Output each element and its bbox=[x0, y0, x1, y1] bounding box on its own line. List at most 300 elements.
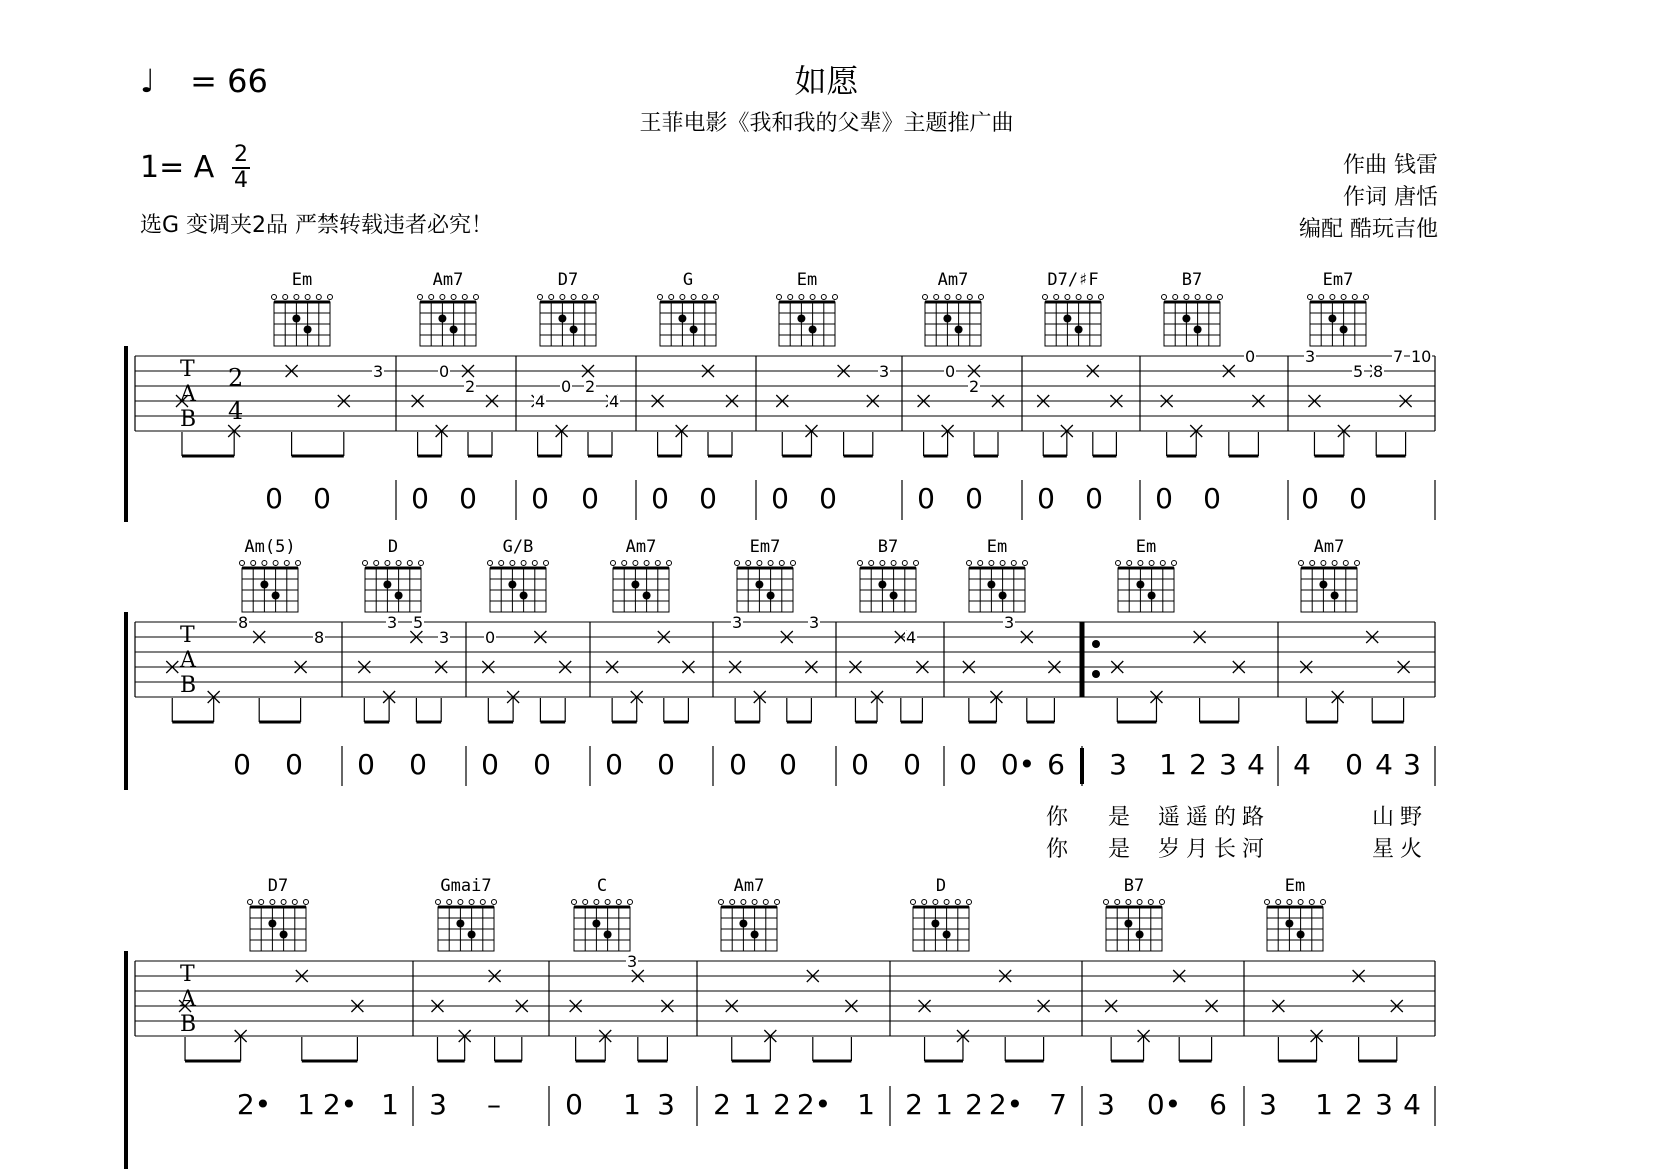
time-signature-top: 2 bbox=[234, 142, 248, 167]
chord-finger-dot bbox=[1063, 315, 1071, 323]
chord-open-string-mark bbox=[240, 561, 245, 566]
chord-open-string-mark bbox=[1364, 295, 1369, 300]
chord-open-string-mark bbox=[923, 295, 928, 300]
chord-open-string-mark bbox=[1160, 561, 1165, 566]
chord-finger-dot bbox=[268, 920, 276, 928]
chord-open-string-mark bbox=[385, 561, 390, 566]
chord-finger-dot bbox=[797, 315, 805, 323]
tab-letter: A bbox=[180, 987, 196, 1012]
chord-open-string-mark bbox=[799, 295, 804, 300]
chord-open-string-mark bbox=[262, 561, 267, 566]
jianpu-note: 3 bbox=[1259, 1088, 1277, 1121]
repeat-dot bbox=[1092, 640, 1100, 648]
jianpu-note: 0 bbox=[903, 748, 921, 781]
fret-number: 3 bbox=[373, 362, 384, 381]
chord-open-string-mark bbox=[914, 561, 919, 566]
composer-credit: 作曲 钱雷 bbox=[1343, 153, 1438, 178]
chord-open-string-mark bbox=[669, 295, 674, 300]
chord-finger-dot bbox=[1136, 931, 1144, 939]
lyric-text: 你 bbox=[1046, 805, 1075, 830]
chord-finger-dot bbox=[955, 326, 963, 334]
chord-open-string-mark bbox=[735, 561, 740, 566]
jianpu-note: 2 bbox=[773, 1088, 791, 1121]
chord-name: Am7 bbox=[937, 270, 969, 290]
jianpu-note: 1 bbox=[743, 1088, 761, 1121]
chord-open-string-mark bbox=[304, 900, 309, 905]
chord-open-string-mark bbox=[429, 295, 434, 300]
jianpu-note: 0 bbox=[959, 748, 977, 781]
chord-finger-dot bbox=[643, 592, 651, 600]
chord-open-string-mark bbox=[605, 900, 610, 905]
chord-open-string-mark bbox=[544, 561, 549, 566]
jianpu-note: 0 bbox=[565, 1088, 583, 1121]
tab-letter: A bbox=[180, 648, 196, 673]
chord-open-string-mark bbox=[594, 900, 599, 905]
chord-open-string-mark bbox=[1054, 295, 1059, 300]
chord-name: Em bbox=[796, 270, 818, 290]
tab-letter: T bbox=[180, 623, 195, 648]
chord-finger-dot bbox=[592, 920, 600, 928]
jianpu-note: – bbox=[487, 1088, 501, 1121]
jianpu-note: 0 bbox=[1301, 482, 1319, 515]
chord-finger-dot bbox=[890, 592, 898, 600]
chord-finger-dot bbox=[943, 315, 951, 323]
chord-finger-dot bbox=[1328, 315, 1336, 323]
chord-finger-dot bbox=[1340, 326, 1348, 334]
chord-open-string-mark bbox=[1160, 900, 1165, 905]
chord-finger-dot bbox=[395, 592, 403, 600]
chord-open-string-mark bbox=[1321, 561, 1326, 566]
jianpu-note: 0 bbox=[533, 748, 551, 781]
jianpu-note: 0 bbox=[265, 482, 283, 515]
chord-open-string-mark bbox=[1343, 561, 1348, 566]
chord-open-string-mark bbox=[616, 900, 621, 905]
chord-open-string-mark bbox=[775, 900, 780, 905]
chord-finger-dot bbox=[1148, 592, 1156, 600]
jianpu-note: 0 bbox=[651, 482, 669, 515]
jianpu-note: 0 bbox=[819, 482, 837, 515]
jianpu-note: 1 bbox=[1159, 748, 1177, 781]
fret-number: 3 bbox=[1305, 347, 1316, 366]
chord-open-string-mark bbox=[1321, 900, 1326, 905]
chord-open-string-mark bbox=[571, 295, 576, 300]
jianpu-note: 0 bbox=[581, 482, 599, 515]
chord-name: Em bbox=[1284, 876, 1306, 896]
lyricist-credit: 作词 唐恬 bbox=[1343, 185, 1438, 210]
chord-open-string-mark bbox=[644, 561, 649, 566]
chord-open-string-mark bbox=[488, 561, 493, 566]
chord-finger-dot bbox=[1194, 326, 1202, 334]
fret-number: 0 bbox=[439, 362, 450, 381]
chord-open-string-mark bbox=[911, 900, 916, 905]
chord-open-string-mark bbox=[316, 295, 321, 300]
chord-open-string-mark bbox=[1276, 900, 1281, 905]
chord-open-string-mark bbox=[768, 561, 773, 566]
chord-name: Am(5) bbox=[244, 537, 296, 557]
jianpu-note: 2• bbox=[796, 1088, 832, 1121]
chord-open-string-mark bbox=[582, 295, 587, 300]
jianpu-note: 3 bbox=[1109, 748, 1127, 781]
jianpu-note: 0 bbox=[409, 748, 427, 781]
chord-open-string-mark bbox=[1172, 561, 1177, 566]
chord-name: Em bbox=[1135, 537, 1157, 557]
chord-open-string-mark bbox=[978, 561, 983, 566]
chord-name: Em bbox=[986, 537, 1008, 557]
fret-number: 7 bbox=[1393, 347, 1404, 366]
lyric-text: 星火 bbox=[1372, 837, 1429, 862]
lyric-text: 你 bbox=[1046, 837, 1075, 862]
chord-open-string-mark bbox=[1319, 295, 1324, 300]
repeat-dot bbox=[1092, 670, 1100, 678]
chord-finger-dot bbox=[1182, 315, 1190, 323]
chord-finger-dot bbox=[304, 326, 312, 334]
chord-open-string-mark bbox=[474, 295, 479, 300]
jianpu-note: 0 bbox=[1085, 482, 1103, 515]
chord-name: B7 bbox=[1181, 270, 1203, 290]
chord-name: D bbox=[387, 537, 399, 557]
chord-open-string-mark bbox=[730, 900, 735, 905]
fret-number: 4 bbox=[609, 392, 620, 411]
jianpu-note: 7 bbox=[1049, 1088, 1067, 1121]
song-title: 如愿 bbox=[794, 62, 859, 100]
chord-open-string-mark bbox=[967, 900, 972, 905]
chord-name: Am7 bbox=[432, 270, 464, 290]
chord-open-string-mark bbox=[1330, 295, 1335, 300]
key-signature: 1= A bbox=[140, 150, 215, 185]
jianpu-note: 0 bbox=[233, 748, 251, 781]
chord-open-string-mark bbox=[583, 900, 588, 905]
chord-finger-dot bbox=[450, 326, 458, 334]
fret-number: 3 bbox=[1004, 613, 1015, 632]
chord-name: D bbox=[935, 876, 947, 896]
chord-finger-dot bbox=[468, 931, 476, 939]
chord-open-string-mark bbox=[532, 561, 537, 566]
chord-open-string-mark bbox=[1352, 295, 1357, 300]
chord-name: Em7 bbox=[1322, 270, 1354, 290]
jianpu-note: 3 bbox=[1097, 1088, 1115, 1121]
chord-finger-dot bbox=[1124, 920, 1132, 928]
chord-open-string-mark bbox=[363, 561, 368, 566]
chord-name: D7 bbox=[557, 270, 579, 290]
chord-open-string-mark bbox=[779, 561, 784, 566]
chord-open-string-mark bbox=[328, 295, 333, 300]
chord-open-string-mark bbox=[1065, 295, 1070, 300]
chord-open-string-mark bbox=[719, 900, 724, 905]
jianpu-note: 3 bbox=[1375, 1088, 1393, 1121]
chord-open-string-mark bbox=[1341, 295, 1346, 300]
chord-open-string-mark bbox=[741, 900, 746, 905]
chord-open-string-mark bbox=[788, 295, 793, 300]
jianpu-note: 0• bbox=[1146, 1088, 1182, 1121]
jianpu-note: 1 bbox=[297, 1088, 315, 1121]
chord-open-string-mark bbox=[833, 295, 838, 300]
chord-open-string-mark bbox=[305, 295, 310, 300]
chord-finger-dot bbox=[931, 920, 939, 928]
fret-number: 4 bbox=[906, 628, 917, 647]
chord-finger-dot bbox=[438, 315, 446, 323]
fret-number: 4 bbox=[535, 392, 546, 411]
chord-name: Am7 bbox=[625, 537, 657, 557]
chord-open-string-mark bbox=[510, 561, 515, 566]
fret-number: 3 bbox=[387, 613, 398, 632]
jianpu-note: 0 bbox=[605, 748, 623, 781]
chord-open-string-mark bbox=[1023, 561, 1028, 566]
song-subtitle: 王菲电影《我和我的父辈》主题推广曲 bbox=[639, 111, 1014, 136]
chord-finger-dot bbox=[678, 315, 686, 323]
chord-name: Am7 bbox=[733, 876, 765, 896]
chord-open-string-mark bbox=[462, 295, 467, 300]
chord-name: G bbox=[682, 270, 694, 290]
jianpu-note: 0 bbox=[1349, 482, 1367, 515]
chord-open-string-mark bbox=[1127, 561, 1132, 566]
jianpu-note: 2• bbox=[236, 1088, 272, 1121]
jianpu-note: 4 bbox=[1247, 748, 1265, 781]
jianpu-note: 2 bbox=[1345, 1088, 1363, 1121]
fret-number: 8 bbox=[1373, 362, 1384, 381]
chord-open-string-mark bbox=[611, 561, 616, 566]
chord-open-string-mark bbox=[1137, 900, 1142, 905]
quarter-note-icon: ♩ bbox=[140, 62, 156, 100]
chord-open-string-mark bbox=[272, 295, 277, 300]
chord-open-string-mark bbox=[270, 900, 275, 905]
chord-open-string-mark bbox=[418, 295, 423, 300]
chord-open-string-mark bbox=[521, 561, 526, 566]
chord-open-string-mark bbox=[1206, 295, 1211, 300]
jianpu-note: 3 bbox=[1403, 748, 1421, 781]
chord-open-string-mark bbox=[259, 900, 264, 905]
chord-name: D7/♯F bbox=[1047, 270, 1099, 290]
chord-open-string-mark bbox=[451, 295, 456, 300]
jianpu-note: 0 bbox=[771, 482, 789, 515]
chord-finger-dot bbox=[1136, 581, 1144, 589]
chord-open-string-mark bbox=[791, 561, 796, 566]
chord-open-string-mark bbox=[440, 295, 445, 300]
jianpu-note: 2• bbox=[988, 1088, 1024, 1121]
jianpu-note: 0 bbox=[657, 748, 675, 781]
fret-number: 5 bbox=[1353, 362, 1364, 381]
chord-open-string-mark bbox=[1149, 561, 1154, 566]
chord-open-string-mark bbox=[1309, 900, 1314, 905]
fret-number: 5 bbox=[413, 613, 424, 632]
lyric-text: 是 bbox=[1108, 805, 1137, 830]
chord-open-string-mark bbox=[1000, 561, 1005, 566]
chord-open-string-mark bbox=[480, 900, 485, 905]
chord-finger-dot bbox=[383, 581, 391, 589]
chord-finger-dot bbox=[520, 592, 528, 600]
chord-open-string-mark bbox=[1355, 561, 1360, 566]
jianpu-note: 0 bbox=[1203, 482, 1221, 515]
jianpu-note: 1 bbox=[623, 1088, 641, 1121]
chord-open-string-mark bbox=[1173, 295, 1178, 300]
jianpu-note: 0 bbox=[313, 482, 331, 515]
tab-letter: B bbox=[180, 673, 197, 698]
fret-number: 0 bbox=[561, 377, 572, 396]
fret-number: 3 bbox=[627, 952, 638, 971]
chord-open-string-mark bbox=[1310, 561, 1315, 566]
chord-open-string-mark bbox=[248, 900, 253, 905]
jianpu-note: 1 bbox=[857, 1088, 875, 1121]
fret-number: 10 bbox=[1411, 347, 1432, 366]
chord-open-string-mark bbox=[1184, 295, 1189, 300]
chord-open-string-mark bbox=[374, 561, 379, 566]
fret-number: 8 bbox=[238, 613, 249, 632]
chord-open-string-mark bbox=[1115, 900, 1120, 905]
jianpu-note: 1 bbox=[381, 1088, 399, 1121]
chord-name: B7 bbox=[877, 537, 899, 557]
chord-open-string-mark bbox=[955, 900, 960, 905]
fret-number: 3 bbox=[809, 613, 820, 632]
chord-open-string-mark bbox=[1332, 561, 1337, 566]
jianpu-note: 0 bbox=[699, 482, 717, 515]
chord-open-string-mark bbox=[979, 295, 984, 300]
chord-open-string-mark bbox=[628, 900, 633, 905]
chord-finger-dot bbox=[1285, 920, 1293, 928]
fret-number: 3 bbox=[439, 628, 450, 647]
chord-open-string-mark bbox=[1308, 295, 1313, 300]
chord-finger-dot bbox=[292, 315, 300, 323]
chord-open-string-mark bbox=[655, 561, 660, 566]
chord-open-string-mark bbox=[296, 561, 301, 566]
jianpu-note: 0 bbox=[1345, 748, 1363, 781]
chord-finger-dot bbox=[739, 920, 747, 928]
chord-open-string-mark bbox=[967, 561, 972, 566]
chord-open-string-mark bbox=[1104, 900, 1109, 905]
jianpu-note: 0 bbox=[729, 748, 747, 781]
chord-finger-dot bbox=[1075, 326, 1083, 334]
jianpu-note: 0 bbox=[459, 482, 477, 515]
fret-number: 8 bbox=[314, 628, 325, 647]
chord-open-string-mark bbox=[810, 295, 815, 300]
chord-open-string-mark bbox=[419, 561, 424, 566]
chord-open-string-mark bbox=[273, 561, 278, 566]
chord-open-string-mark bbox=[757, 561, 762, 566]
chord-open-string-mark bbox=[622, 561, 627, 566]
jianpu-note: 4 bbox=[1293, 748, 1311, 781]
tab-letter: A bbox=[180, 382, 196, 407]
chord-open-string-mark bbox=[1287, 900, 1292, 905]
chord-open-string-mark bbox=[891, 561, 896, 566]
chord-open-string-mark bbox=[956, 295, 961, 300]
chord-finger-dot bbox=[1331, 592, 1339, 600]
chord-finger-dot bbox=[809, 326, 817, 334]
tab-letter: B bbox=[180, 407, 197, 432]
jianpu-note: 0 bbox=[1155, 482, 1173, 515]
jianpu-note: 0 bbox=[779, 748, 797, 781]
chord-finger-dot bbox=[272, 592, 280, 600]
chord-open-string-mark bbox=[1148, 900, 1153, 905]
chord-open-string-mark bbox=[880, 561, 885, 566]
lyric-text: 岁月长河 bbox=[1158, 837, 1271, 862]
jianpu-note: 1 bbox=[1315, 1088, 1333, 1121]
chord-open-string-mark bbox=[549, 295, 554, 300]
chord-open-string-mark bbox=[945, 295, 950, 300]
jianpu-note: 0 bbox=[1037, 482, 1055, 515]
chord-finger-dot bbox=[604, 931, 612, 939]
chord-open-string-mark bbox=[869, 561, 874, 566]
jianpu-note: 4 bbox=[1403, 1088, 1421, 1121]
fret-number: 0 bbox=[485, 628, 496, 647]
chord-open-string-mark bbox=[1218, 295, 1223, 300]
fret-number: 2 bbox=[465, 377, 476, 396]
chord-open-string-mark bbox=[560, 295, 565, 300]
chord-open-string-mark bbox=[702, 295, 707, 300]
tab-time-signature-bottom: 4 bbox=[228, 397, 244, 425]
chord-finger-dot bbox=[878, 581, 886, 589]
jianpu-note: 0 bbox=[531, 482, 549, 515]
chord-open-string-mark bbox=[1298, 900, 1303, 905]
jianpu-note: 6 bbox=[1209, 1088, 1227, 1121]
chord-finger-dot bbox=[987, 581, 995, 589]
jianpu-note: 3 bbox=[429, 1088, 447, 1121]
arranger-credit: 编配 酷玩吉他 bbox=[1299, 217, 1438, 242]
chord-name: G/B bbox=[502, 537, 534, 557]
chord-open-string-mark bbox=[292, 900, 297, 905]
chord-open-string-mark bbox=[667, 561, 672, 566]
chord-name: Am7 bbox=[1313, 537, 1345, 557]
chord-open-string-mark bbox=[933, 900, 938, 905]
chord-finger-dot bbox=[767, 592, 775, 600]
chord-open-string-mark bbox=[821, 295, 826, 300]
chord-open-string-mark bbox=[1116, 561, 1121, 566]
chord-open-string-mark bbox=[538, 295, 543, 300]
chord-finger-dot bbox=[508, 581, 516, 589]
chord-finger-dot bbox=[690, 326, 698, 334]
chord-finger-dot bbox=[631, 581, 639, 589]
chord-name: Gmai7 bbox=[440, 876, 492, 896]
fret-number: 0 bbox=[945, 362, 956, 381]
chord-open-string-mark bbox=[251, 561, 256, 566]
chord-open-string-mark bbox=[777, 295, 782, 300]
chord-open-string-mark bbox=[1126, 900, 1131, 905]
chord-open-string-mark bbox=[858, 561, 863, 566]
jianpu-note: 0 bbox=[481, 748, 499, 781]
chord-open-string-mark bbox=[281, 900, 286, 905]
chord-open-string-mark bbox=[967, 295, 972, 300]
chord-open-string-mark bbox=[714, 295, 719, 300]
chord-open-string-mark bbox=[1265, 900, 1270, 905]
chord-open-string-mark bbox=[752, 900, 757, 905]
jianpu-note: 6 bbox=[1047, 748, 1065, 781]
lyric-text: 是 bbox=[1108, 837, 1137, 862]
chord-finger-dot bbox=[755, 581, 763, 589]
chord-finger-dot bbox=[751, 931, 759, 939]
chord-open-string-mark bbox=[499, 561, 504, 566]
chord-finger-dot bbox=[1319, 581, 1327, 589]
fret-number: 3 bbox=[732, 613, 743, 632]
chord-open-string-mark bbox=[633, 561, 638, 566]
chord-name: D7 bbox=[267, 876, 289, 896]
chord-open-string-mark bbox=[922, 900, 927, 905]
capo-note: 选G 变调夹2品 严禁转载违者必究！ bbox=[140, 213, 494, 238]
tempo-value: = 66 bbox=[190, 62, 268, 100]
chord-open-string-mark bbox=[944, 900, 949, 905]
jianpu-note: 0 bbox=[285, 748, 303, 781]
chord-open-string-mark bbox=[934, 295, 939, 300]
chord-open-string-mark bbox=[469, 900, 474, 905]
chord-name: B7 bbox=[1123, 876, 1145, 896]
chord-open-string-mark bbox=[989, 561, 994, 566]
fret-number: 0 bbox=[1245, 347, 1256, 366]
chord-name: Em bbox=[291, 270, 313, 290]
chord-open-string-mark bbox=[746, 561, 751, 566]
chord-open-string-mark bbox=[1087, 295, 1092, 300]
chord-open-string-mark bbox=[1099, 295, 1104, 300]
chord-name: Em7 bbox=[749, 537, 781, 557]
jianpu-note: 2 bbox=[1189, 748, 1207, 781]
tab-letter: B bbox=[180, 1012, 197, 1037]
jianpu-note: 0 bbox=[851, 748, 869, 781]
lyric-text: 山野 bbox=[1372, 805, 1429, 830]
